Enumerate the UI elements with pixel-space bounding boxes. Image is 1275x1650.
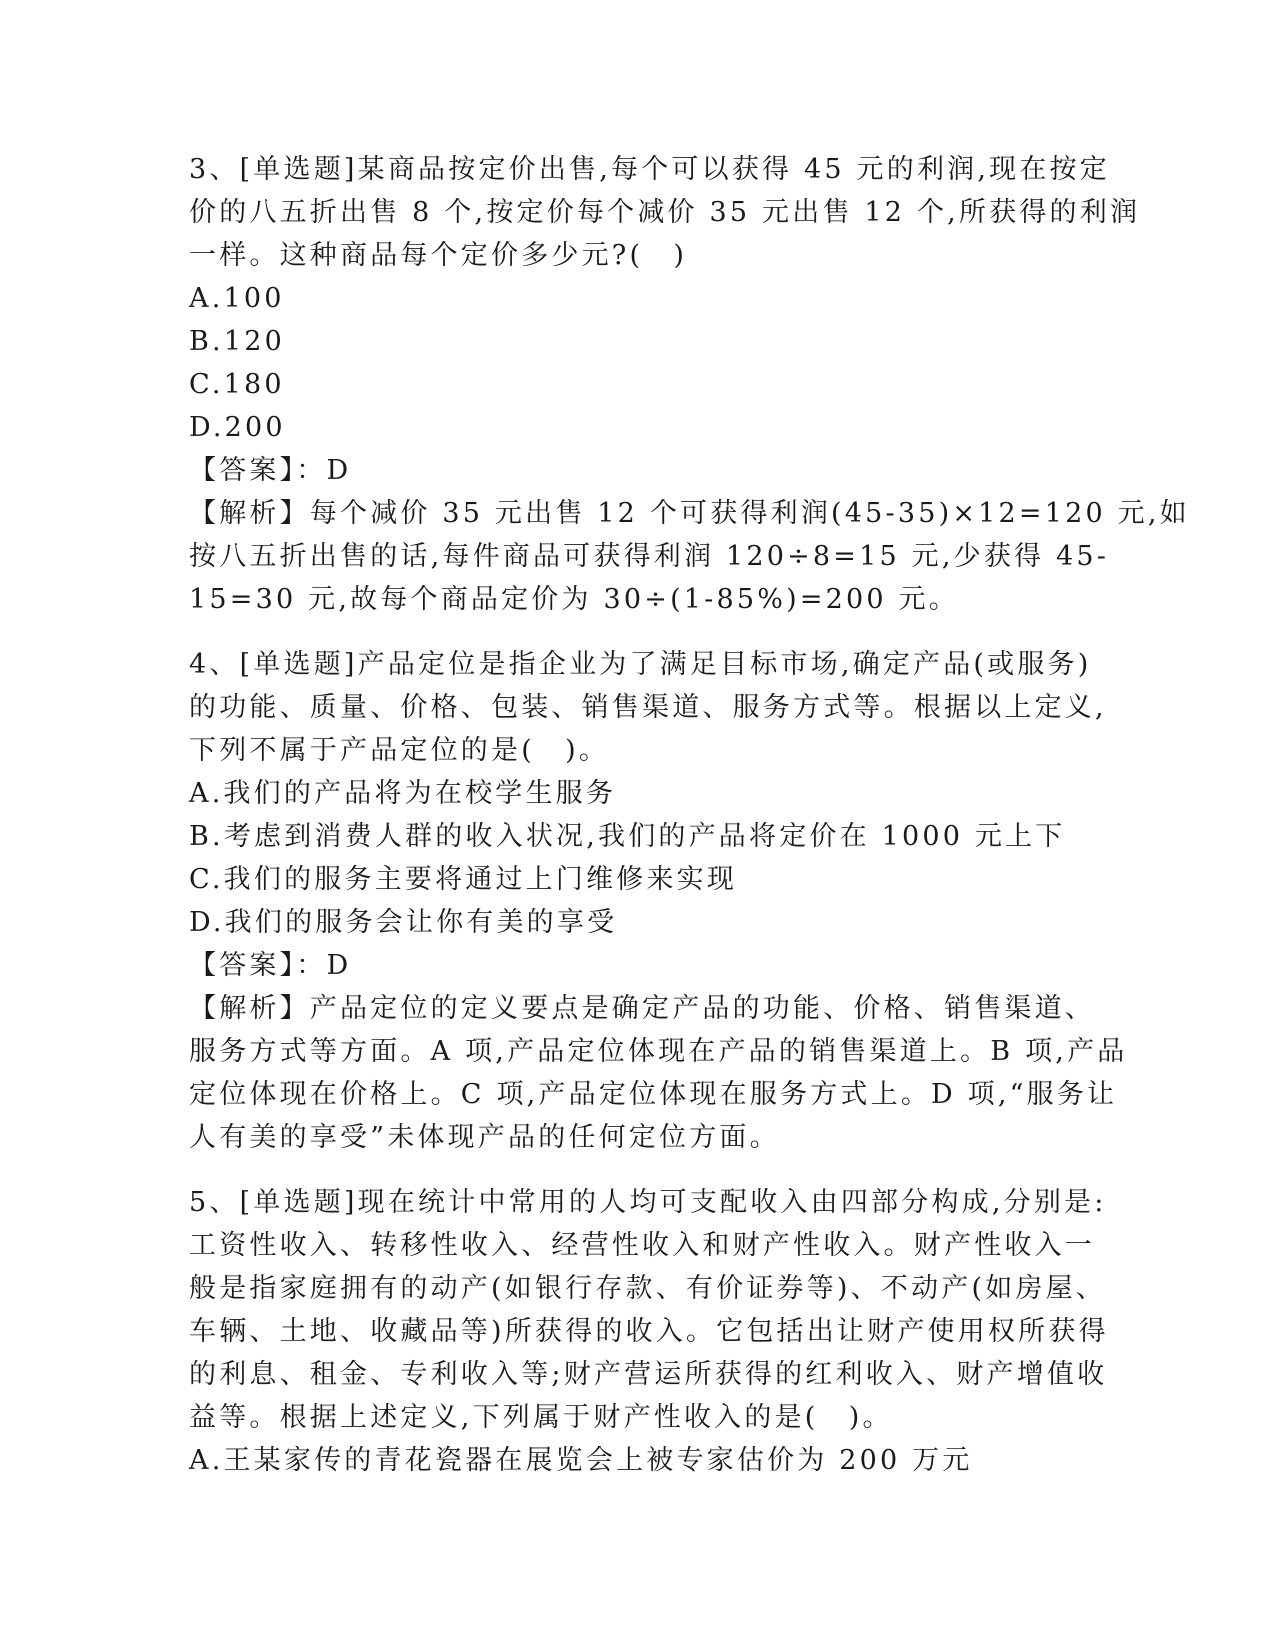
question-stem-line: 5、[单选题]现在统计中常用的人均可支配收入由四部分构成,分别是: xyxy=(189,1187,1107,1218)
question-stem-line: 益等。根据上述定义,下列属于财产性收入的是( )。 xyxy=(189,1402,893,1433)
option-b: B.考虑到消费人群的收入状况,我们的产品将定价在 1000 元上下 xyxy=(189,821,1066,852)
question-stem-line: 价的八五折出售 8 个,按定价每个减价 35 元出售 12 个,所获得的利润 xyxy=(189,197,1141,228)
question-4 xyxy=(189,643,1128,1159)
question-stem-line: 车辆、土地、收藏品等)所获得的收入。它包括出让财产使用权所获得 xyxy=(189,1316,1109,1347)
answer-line: 【答案】：D xyxy=(189,950,352,981)
question-stem-line: 的功能、质量、价格、包装、销售渠道、服务方式等。根据以上定义, xyxy=(189,692,1107,723)
exam-page xyxy=(189,148,1190,1482)
analysis-line: 15=30 元,故每个商品定价为 30÷(1-85%)=200 元。 xyxy=(189,584,959,615)
analysis-line: 【解析】产品定位的定义要点是确定产品的功能、价格、销售渠道、 xyxy=(189,993,1095,1024)
option-d: D.我们的服务会让你有美的享受 xyxy=(189,907,618,938)
option-c: C.我们的服务主要将通过上门维修来实现 xyxy=(189,864,738,895)
analysis-line: 【解析】每个减价 35 元出售 12 个可获得利润(45-35)×12=120 元,如 xyxy=(189,498,1190,529)
question-stem-line: 工资性收入、转移性收入、经营性收入和财产性收入。财产性收入一 xyxy=(189,1230,1095,1261)
question-stem-line: 的利息、租金、专利收入等;财产营运所获得的红利收入、财产增值收 xyxy=(189,1359,1108,1390)
option-a: A.100 xyxy=(189,283,285,314)
option-d: D.200 xyxy=(189,412,286,443)
analysis-line: 服务方式等方面。A 项,产品定位体现在产品的销售渠道上。B 项,产品 xyxy=(189,1036,1128,1067)
question-stem-line: 4、[单选题]产品定位是指企业为了满足目标市场,确定产品(或服务) xyxy=(189,649,1092,680)
answer-line: 【答案】：D xyxy=(189,455,352,486)
option-a: A.王某家传的青花瓷器在展览会上被专家估价为 200 万元 xyxy=(189,1445,973,1476)
question-3 xyxy=(189,148,1190,621)
analysis-line: 定位体现在价格上。C 项,产品定位体现在服务方式上。D 项,“服务让 xyxy=(189,1079,1118,1110)
question-5 xyxy=(189,1181,1109,1482)
question-stem-line: 一样。这种商品每个定价多少元?( ) xyxy=(189,240,688,271)
option-a: A.我们的产品将为在校学生服务 xyxy=(189,778,617,809)
option-c: C.180 xyxy=(189,369,285,400)
question-stem-line: 下列不属于产品定位的是( )。 xyxy=(189,735,610,766)
analysis-line: 人有美的享受”未体现产品的任何定位方面。 xyxy=(189,1122,780,1153)
option-b: B.120 xyxy=(189,326,285,357)
question-stem-line: 般是指家庭拥有的动产(如银行存款、有价证券等)、不动产(如房屋、 xyxy=(189,1273,1106,1304)
question-stem-line: 3、[单选题]某商品按定价出售,每个可以获得 45 元的利润,现在按定 xyxy=(189,154,1110,185)
analysis-line: 按八五折出售的话,每件商品可获得利润 120÷8=15 元,少获得 45- xyxy=(189,541,1110,572)
